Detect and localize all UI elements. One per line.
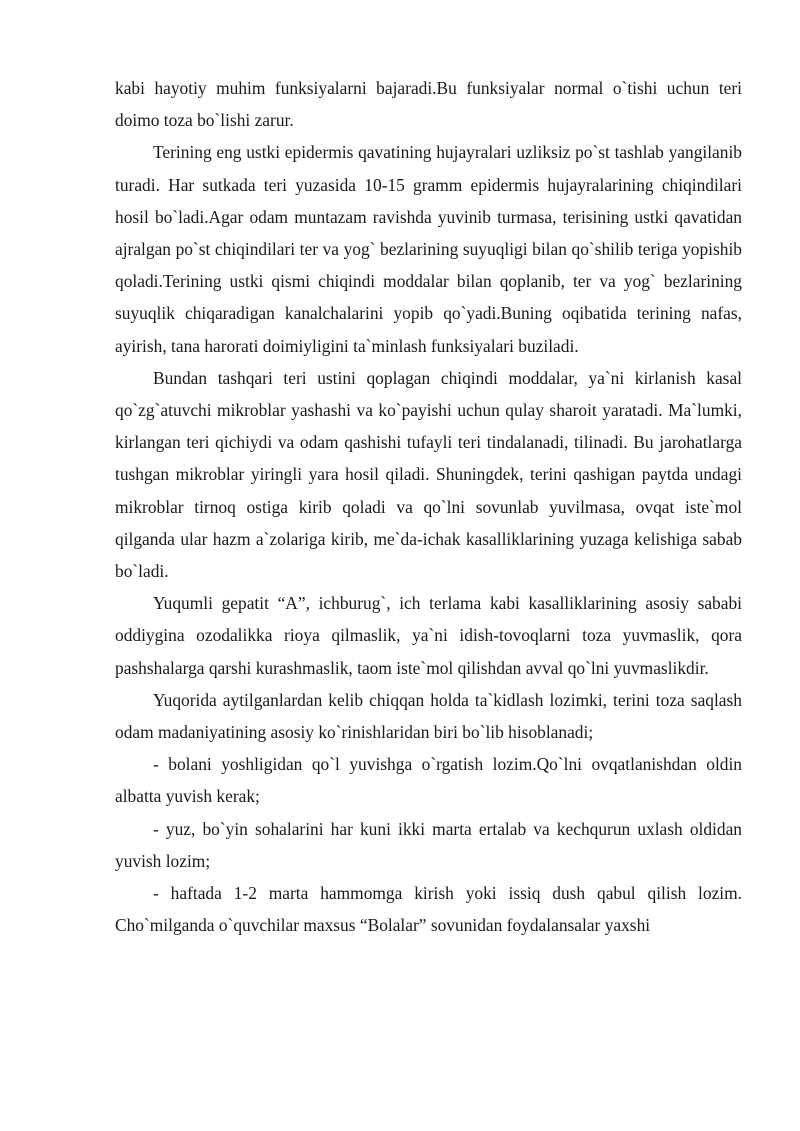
document-page bbox=[115, 72, 742, 941]
paragraph-continued: kabi hayotiy muhim funksiyalarni bajaradi.Bu funksiyalar normal o`tishi uchun teri doimo toza bo`lishi zarur. bbox=[115, 78, 742, 131]
paragraph-diseases: Yuqumli gepatit “A”, ichburug`, ich terlama kabi kasalliklarining asosiy sababi oddiygina ozodalikka rioya qilmaslik, ya`ni idish-tovoqlarni toza yuvmaslik, qora pashshalarga qarshi kurashmaslik, taom iste`mol qilishdan avval qo`lni yuvmaslikdir. bbox=[115, 593, 742, 678]
paragraph-epidermis: Terining eng ustki epidermis qavatining hujayralari uzliksiz po`st tashlab yangilanib turadi. Har sutkada teri yuzasida 10-15 gramm epidermis hujayralarining chiqindilari hosil bo`ladi.Agar odam muntazam ravishda yuvinib turmasa, terisining ustki qavatidan ajralgan po`st chiqindilari ter va yog` bezlarining suyuqligi bilan qo`shilib teriga yopishib qoladi.Terining ustki qismi chiqindi moddalar bilan qoplanib, ter va yog` bezlarining suyuqlik chiqaradigan kanalchalarini yopib qo`yadi.Buning oqibatida terining nafas, ayirish, tana harorati doimiyligini ta`minlash funksiyalari buziladi. bbox=[115, 142, 742, 356]
paragraph-conclusion: Yuqorida aytilganlardan kelib chiqqan holda ta`kidlash lozimki, terini toza saqlash odam madaniyatining asosiy ko`rinishlaridan biri bo`lib hisoblanadi; bbox=[115, 689, 742, 743]
paragraph-microbes: Bundan tashqari teri ustini qoplagan chiqindi moddalar, ya`ni kirlanish kasal qo`zg`atuvchi mikroblar yashashi va ko`payishi uchun qulay sharoit yaratadi. Ma`lumki, kirlangan teri qichiydi va odam qashishi tufayli teri tindalanadi, tilinadi. Bu jarohatlarga tushgan mikroblar yiringli yara hosil qiladi. Shuningdek, terini qashigan paytda undagi mikroblar tirnoq ostiga kirib qoladi va qo`lni sovunlab yuvilmasa, ovqat iste`mol qilganda ular hazm a`zolariga kirib, me`da-ichak kasalliklarining yuzaga kelishiga sabab bo`ladi. bbox=[115, 367, 742, 582]
list-item-hand-washing: - bolani yoshligidan qo`l yuvishga o`rgatish lozim.Qo`lni ovqatlanishdan oldin albatta yuvish kerak; bbox=[115, 754, 742, 807]
list-item-bathing: - haftada 1-2 marta hammomga kirish yoki issiq dush qabul qilish lozim. Cho`milganda o`quvchilar maxsus “Bolalar” sovunidan foydalansalar yaxshi bbox=[115, 883, 742, 936]
list-item-face-washing: - yuz, bo`yin sohalarini har kuni ikki marta ertalab va kechqurun uxlash oldidan yuvish lozim; bbox=[115, 818, 742, 871]
